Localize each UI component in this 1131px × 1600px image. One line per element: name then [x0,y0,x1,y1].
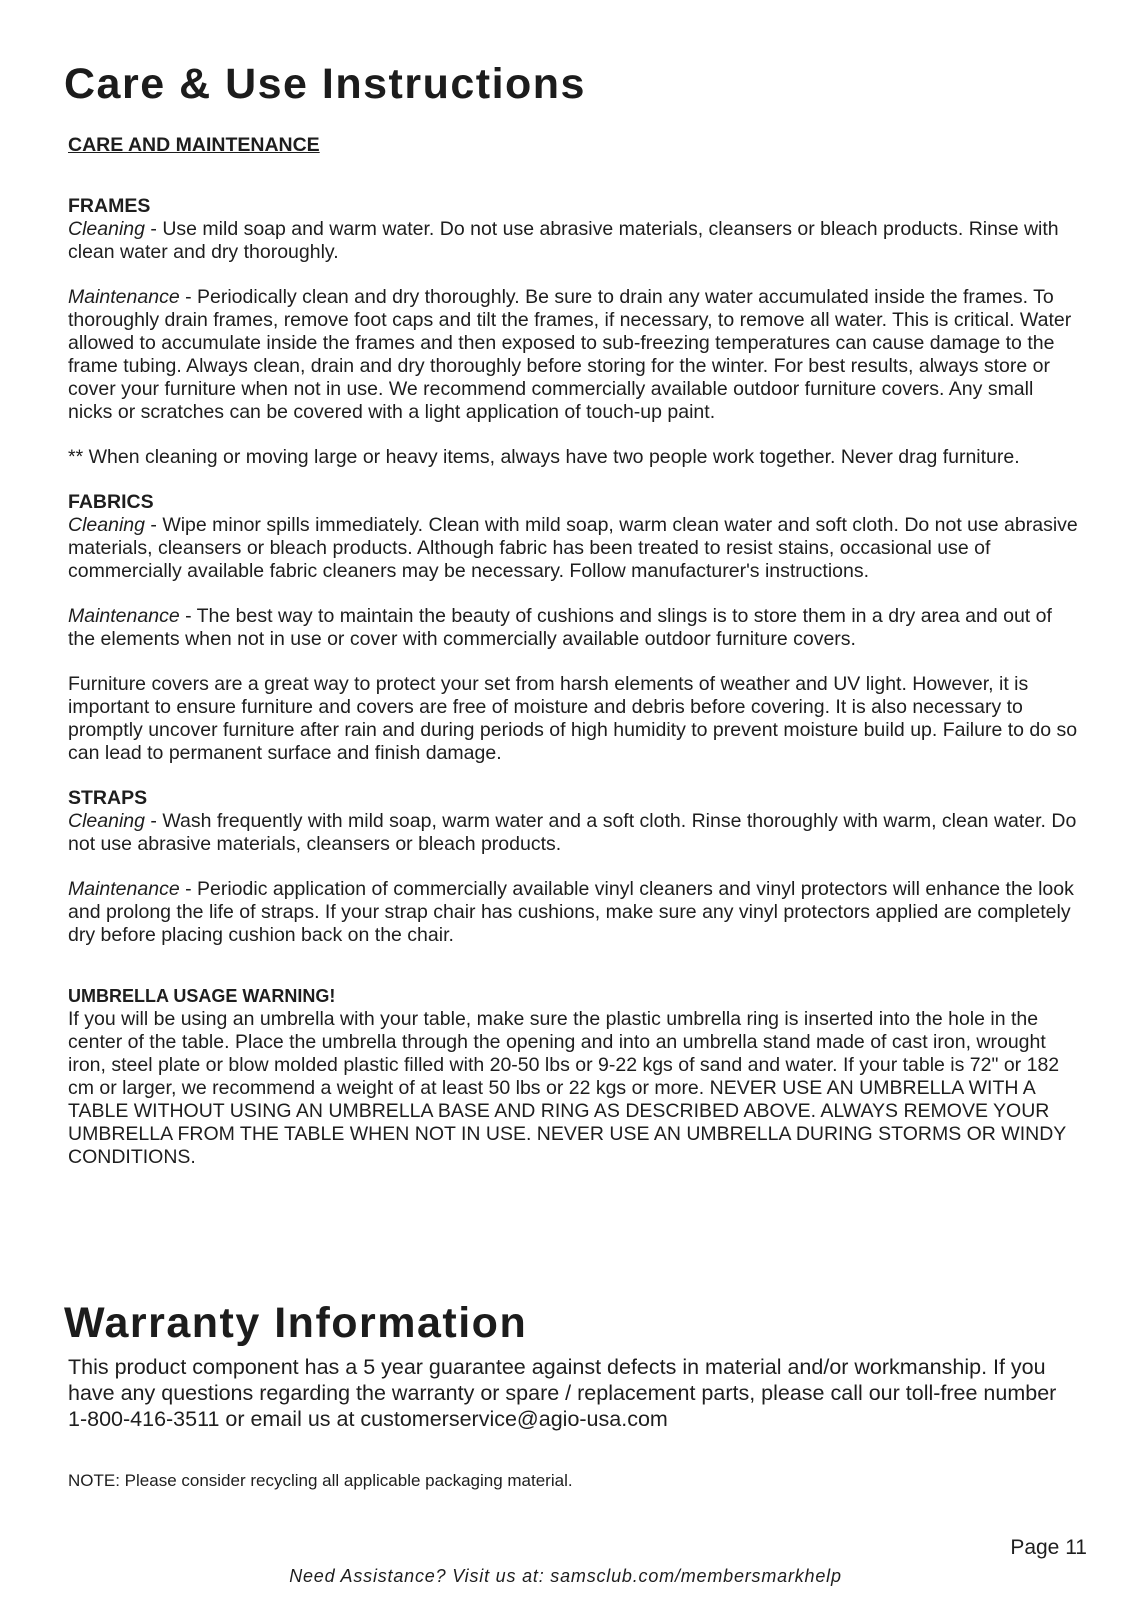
recycling-note: NOTE: Please consider recycling all applicable packaging material. [68,1471,573,1490]
umbrella-warning-heading: UMBRELLA USAGE WARNING! [68,986,336,1006]
straps-cleaning-label: Cleaning [68,810,145,832]
umbrella-warning-text: If you will be using an umbrella with your table, make sure the plastic umbrella ring is inserted into the hole in the center of the table. Place the umbrella through the opening and into an umbrella stand made of cast iron, wrought iron, steel plate or blow molded plastic filled with 20-50 lbs or 9-22 kgs of sand and water. If your table is 72" or 182 cm or larger, we recommend a weight of at least 50 lbs or 22 kgs or more. NEVER USE AN UMBRELLA WITH A TABLE WITHOUT USING AN UMBRELLA BASE AND RING AS DESCRIBED ABOVE. ALWAYS REMOVE YOUR UMBRELLA FROM THE TABLE WHEN NOT IN USE. NEVER USE AN UMBRELLA DURING STORMS OR WINDY CONDITIONS. [68,1008,1066,1168]
fabrics-covers-paragraph: Furniture covers are a great way to protect your set from harsh elements of weather and UV light. However, it is important to ensure furniture and covers are free of moisture and debris before covering. It is also necessary to promptly uncover furniture after rain and during periods of high humidity to prevent moisture build up. Failure to do so can lead to permanent surface and finish damage. [68,673,1078,764]
warranty-text: This product component has a 5 year guarantee against defects in material and/or workmanship. If you have any questions regarding the warranty or spare / replacement parts, please call our toll-free number 1-800-416-3511 or email us at customerservice@agio-usa.com [68,1355,1057,1431]
fabrics-maintenance-paragraph [68,605,1078,651]
straps-maintenance-text: - Periodic application of commercially available vinyl cleaners and vinyl protectors will enhance the look and prolong the life of straps. If your strap chair has cushions, make sure any vinyl protectors applied are completely dry before placing cushion back on the chair. [68,878,1074,946]
frames-cleaning-text: - Use mild soap and warm water. Do not use abrasive materials, cleansers or bleach products. Rinse with clean water and dry thoroughly. [68,218,1059,263]
frames-maintenance-label: Maintenance [68,286,180,308]
frames-maintenance-text: - Periodically clean and dry thoroughly. Be sure to drain any water accumulated inside the frames. To thoroughly drain frames, remove foot caps and tilt the frames, if necessary, to remove all water. This is critical. Water allowed to accumulate inside the frames and then exposed to sub-freezing temperatures can cause damage to the frame tubing. Always clean, drain and dry thoroughly before storing for the winter. For best results, always store or cover your furniture when not in use. We recommend commercially available outdoor furniture covers. Any small nicks or scratches can be covered with a light application of touch-up paint. [68,286,1072,423]
frames-cleaning-label: Cleaning [68,218,145,240]
straps-heading: STRAPS [68,787,148,809]
frames-cleaning-paragraph [68,218,1078,264]
fabrics-maintenance-text: - The best way to maintain the beauty of cushions and slings is to store them in a dry area and out of the elements when not in use or cover with commercially available outdoor furniture covers. [68,605,1052,650]
straps-cleaning-paragraph [68,810,1078,856]
fabrics-heading: FABRICS [68,491,154,513]
warranty-title: Warranty Information [64,1299,528,1347]
fabrics-maintenance-label: Maintenance [68,605,180,627]
page-number: Page 11 [1010,1536,1087,1559]
frames-maintenance-paragraph [68,286,1078,424]
fabrics-cleaning-label: Cleaning [68,514,145,536]
frames-heading: FRAMES [68,195,151,217]
straps-cleaning-text: - Wash frequently with mild soap, warm water and a soft cloth. Rinse thoroughly with warm, clean water. Do not use abrasive materials, cleansers or bleach products. [68,810,1077,855]
fabrics-cleaning-paragraph [68,514,1078,583]
footer-help-link-text: Need Assistance? Visit us at: samsclub.com/membersmarkhelp [289,1566,842,1586]
care-content [68,134,1078,1169]
frames-safety-note: ** When cleaning or moving large or heavy items, always have two people work together. Never drag furniture. [68,446,1020,468]
straps-maintenance-label: Maintenance [68,878,180,900]
page-title: Care & Use Instructions [64,60,586,108]
fabrics-cleaning-text: - Wipe minor spills immediately. Clean with mild soap, warm clean water and soft cloth. Do not use abrasive materials, cleansers or bleach products. Although fabric has been treated to resist stains, occasional use of commercially available fabric cleaners may be necessary. Follow manufacturer's instructions. [68,514,1078,582]
care-maintenance-heading: CARE AND MAINTENANCE [68,134,320,156]
straps-maintenance-paragraph [68,878,1078,947]
